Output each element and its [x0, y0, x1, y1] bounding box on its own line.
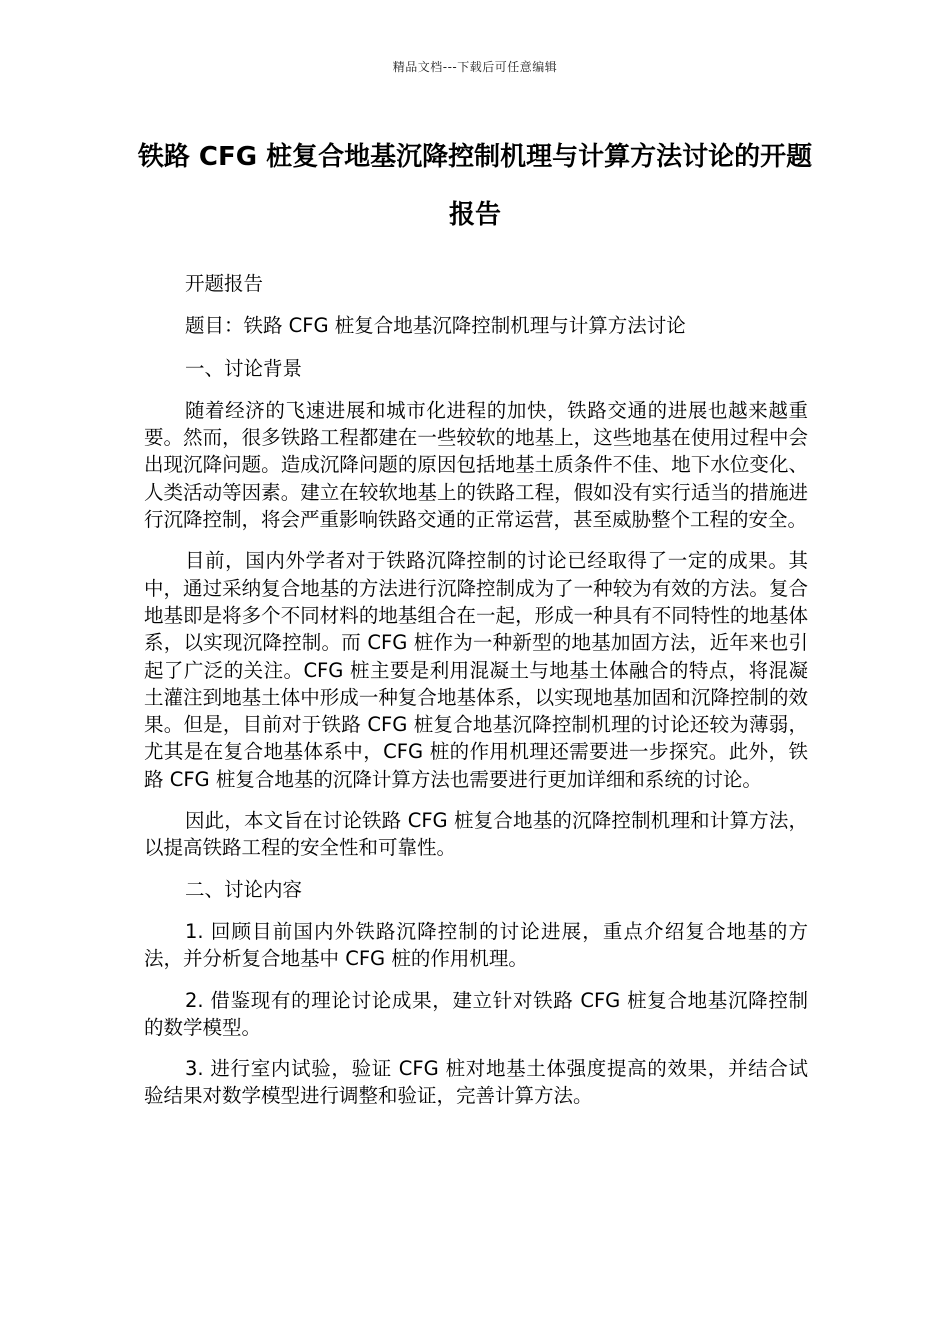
section-label-report: 开题报告 [184, 272, 263, 295]
section-heading-background: 一、讨论背景 [184, 356, 302, 380]
topic-line: 题目：铁路 CFG 桩复合地基沉降控制机理与计算方法讨论 [184, 314, 686, 338]
content-item-3: 3. 进行室内试验，验证 CFG 桩对地基土体强度提高的效果，并结合试验结果对数学模型进行调整和验证，完善计算方法。 [144, 1057, 808, 1108]
content-item-2: 2. 借鉴现有的理论讨论成果，建立针对铁路 CFG 桩复合地基沉降控制的数学模型。 [144, 988, 808, 1039]
document-body [144, 270, 808, 1124]
background-paragraph-2: 目前，国内外学者对于铁路沉降控制的讨论已经取得了一定的成果。其中，通过采纳复合地基的方法进行沉降控制成为了一种较为有效的方法。复合地基即是将多个不同材料的地基组合在一起，形成一种具有不同特性的地基体系，以实现沉降控制。而 CFG 桩作为一种新型的地基加固方法，近年来也引起了广泛的关注。CFG 桩主要是利用混凝土与地基土体融合的特点，将混凝土灌注到地基土体中形成一种复合地基体系，以实现地基加固和沉降控制的效果。但是，目前对于铁路 CFG 桩复合地基沉降控制机理的讨论还较为薄弱，尤其是在复合地基体系中，CFG 桩的作用机理还需要进一步探究。此外，铁路 CFG 桩复合地基的沉降计算方法也需要进行更加详细和系统的讨论。 [144, 549, 808, 791]
header-note: 精品文档---下载后可任意编辑 [392, 60, 558, 74]
document-title: 铁路 CFG 桩复合地基沉降控制机理与计算方法讨论的开题报告 [137, 142, 813, 230]
content-item-1: 1. 回顾目前国内外铁路沉降控制的讨论进展，重点介绍复合地基的方法，并分析复合地基中 CFG 桩的作用机理。 [144, 919, 808, 971]
section-heading-content: 二、讨论内容 [184, 877, 302, 901]
background-paragraph-3: 因此，本文旨在讨论铁路 CFG 桩复合地基的沉降控制机理和计算方法，以提高铁路工程的安全性和可靠性。 [144, 809, 808, 860]
background-paragraph-1: 随着经济的飞速进展和城市化进程的加快，铁路交通的进展也越来越重要。然而，很多铁路工程都建在一些较软的地基上，这些地基在使用过程中会出现沉降问题。造成沉降问题的原因包括地基土质条件不佳、地下水位变化、人类活动等因素。建立在较软地基上的铁路工程，假如没有实行适当的措施进行沉降控制，将会严重影响铁路交通的正常运营，甚至威胁整个工程的安全。 [144, 398, 808, 532]
